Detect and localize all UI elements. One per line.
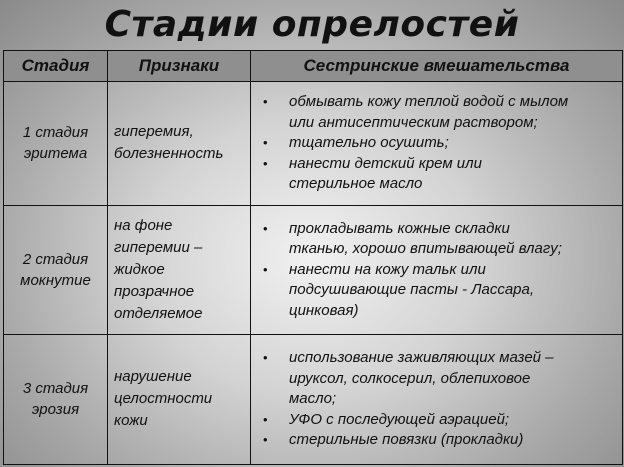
action-text: обмывать кожу теплой водой с мылом или антисептическим раствором; — [289, 93, 569, 131]
actions-list — [261, 92, 618, 195]
action-text: использование заживляющих мазей – ируксол, солкосерил, облепиховое масло; — [289, 349, 554, 408]
bullet-icon: • — [263, 155, 268, 171]
signs-cell — [108, 82, 251, 206]
table-row — [4, 82, 623, 206]
action-text: тщательно осушить; — [289, 134, 449, 152]
stage-cell — [4, 82, 108, 206]
action-item — [261, 92, 618, 133]
table-row — [4, 334, 623, 464]
stage-cell — [4, 334, 108, 464]
bullet-icon: • — [263, 411, 268, 427]
signs-cell — [108, 205, 251, 334]
actions-cell — [251, 82, 623, 206]
stage-text: 2 стадия мокнутие — [20, 250, 91, 289]
bullet-icon: • — [263, 350, 268, 366]
signs-text: нарушение целостности кожи — [114, 368, 213, 430]
action-text: стерильные повязки (прокладки) — [289, 431, 524, 449]
action-item — [261, 348, 618, 410]
action-text: УФО с последующей аэрацией; — [289, 410, 510, 428]
action-item — [261, 430, 618, 451]
action-text: прокладывать кожные складки тканью, хорошо впитывающей влагу; — [289, 219, 562, 258]
bullet-icon: • — [263, 135, 268, 151]
bullet-icon: • — [263, 94, 268, 110]
stages-table — [3, 50, 623, 465]
bullet-icon: • — [263, 261, 268, 277]
action-item — [261, 219, 618, 260]
table-row — [4, 205, 623, 334]
header-stage: Стадия — [4, 51, 108, 82]
signs-text: гиперемия, болезненность — [114, 123, 224, 163]
action-item — [261, 133, 618, 154]
header-signs: Признаки — [108, 51, 251, 82]
table-header-row — [4, 51, 623, 82]
bullet-icon: • — [263, 432, 268, 448]
action-text: нанести на кожу тальк или подсушивающие пасты - Лассара, цинковая) — [289, 260, 535, 319]
stage-text: 1 стадия эритема — [22, 124, 89, 163]
action-item — [261, 154, 618, 195]
slide-title: Стадии опрелостей — [104, 4, 520, 45]
actions-list — [261, 219, 618, 322]
actions-list — [261, 348, 618, 451]
actions-cell — [251, 334, 623, 464]
bullet-icon: • — [263, 220, 268, 236]
action-text: нанести детский крем или стерильное масло — [289, 154, 482, 193]
header-actions: Сестринские вмешательства — [251, 51, 623, 82]
stage-text: 3 стадия эрозия — [22, 380, 89, 419]
actions-cell — [251, 205, 623, 334]
stage-cell — [4, 205, 108, 334]
signs-text: на фоне гиперемии – жидкое прозрачное отделяемое — [114, 216, 203, 322]
action-item — [261, 260, 618, 322]
signs-cell — [108, 334, 251, 464]
action-item — [261, 410, 618, 431]
